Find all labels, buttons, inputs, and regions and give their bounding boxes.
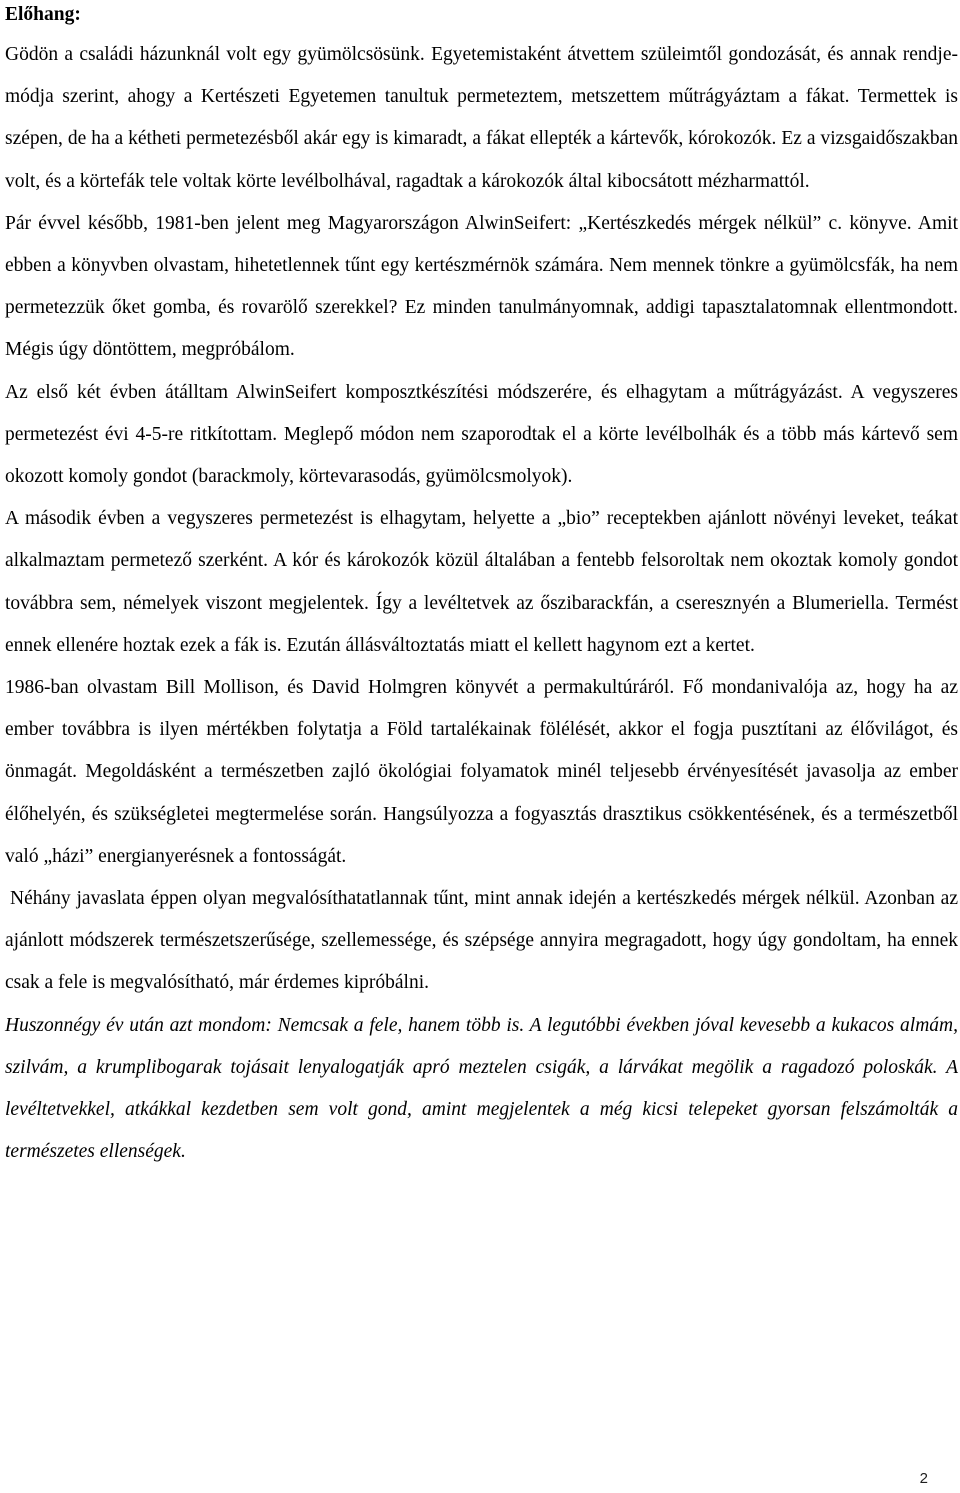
paragraph-4: A második évben a vegyszeres permetezést is elhagytam, helyette a „bio” receptekben ajánlott növényi leveket, teákat alkalmaztam permetező szerként. A kór és károkozók közül általában a fentebb felsoroltak nem okoztak komoly gondot továbbra sem, némelyek viszont megjelentek. Így a levéltetvek az őszibarackfán, a cseresznyén a Blumeriella. Termést ennek ellenére hoztak ezek a fák is. Ezután állásváltoztatás miatt el kellett hagynom ezt a kertet.: [5, 508, 958, 656]
paragraph-2: Pár évvel később, 1981-ben jelent meg Magyarországon AlwinSeifert: „Kertészkedés mérgek nélkül” c. könyve. Amit ebben a könyvben olvastam, hihetetlennek tűnt egy kertészmérnök számára. Nem mennek tönkre a gyümölcsfák, ha nem permetezzük őket gomba, és rovarölő szerekkel? Ez minden tanulmányomnak, addigi tapasztalatomnak ellentmondott. Mégis úgy döntöttem, megpróbálom.: [5, 212, 958, 361]
document-page: [5, 0, 958, 1173]
paragraph-5: 1986-ban olvastam Bill Mollison, és David Holmgren könyvét a permakultúráról. Fő mondanivalója az, hogy ha az ember továbbra is ilyen mértékben folytatja a Föld tartalékainak fölélését, akkor el fogja pusztítani az élővilágot, és önmagát. Megoldásként a természetben zajló ökológiai folyamatok minél teljesebb érvényesítését javasolja az ember élőhelyén, és szükségletei megtermelése során. Hangsúlyozza a fogyasztás drasztikus csökkentésének, és a természetből való „házi” energianyerésnek a fontosságát.: [5, 677, 958, 867]
paragraph-7-italic: Huszonnégy év után azt mondom: Nemcsak a fele, hanem több is. A legutóbbi években jóval kevesebb a kukacos almám, szilvám, a krumplibogarak tojásait lenyalogatják apró meztelen csigák, a lárvákat megölik a ragadozó poloskák. A levéltetvekkel, atkákkal kezdetben sem volt gond, amint megjelentek a még kicsi telepeket gyorsan felszámolták a természetes ellenségek.: [5, 1014, 958, 1163]
paragraph-3: Az első két évben átálltam AlwinSeifert komposztkészítési módszerére, és elhagytam a műtrágyázást. A vegyszeres permetezést évi 4-5-re ritkítottam. Meglepő módon nem szaporodtak el a körte levélbolhák és a több más kártevő sem okozott komoly gondot (barackmoly, körtevarasodás, gyümölcsmolyok).: [5, 381, 958, 488]
page-number: 2: [919, 1470, 928, 1487]
paragraph-6: Néhány javaslata éppen olyan megvalósíthatatlannak tűnt, mint annak idején a kertészkedés mérgek nélkül. Azonban az ajánlott módszerek természetszerűsége, szellemessége, és szépsége annyira megragadott, hogy úgy gondoltam, ha ennek csak a fele is megvalósítható, már érdemes kipróbálni.: [5, 888, 958, 994]
paragraph-1: Gödön a családi házunknál volt egy gyümölcsösünk. Egyetemistaként átvettem szüleimtől gondozását, és annak rendje-módja szerint, ahogy a Kertészeti Egyetemen tanultuk permeteztem, metszettem műtrágyáztam a fákat. Termettek is szépen, de ha a kétheti permetezésből akár egy is kimaradt, a fákat ellepték a kártevők, kórokozók. Ez a vizsgaidőszakban volt, és a körtefák tele voltak körte levélbolhával, ragadtak a károkozók által kibocsátott mézharmattól.: [5, 44, 958, 192]
section-heading: Előhang:: [5, 4, 81, 25]
